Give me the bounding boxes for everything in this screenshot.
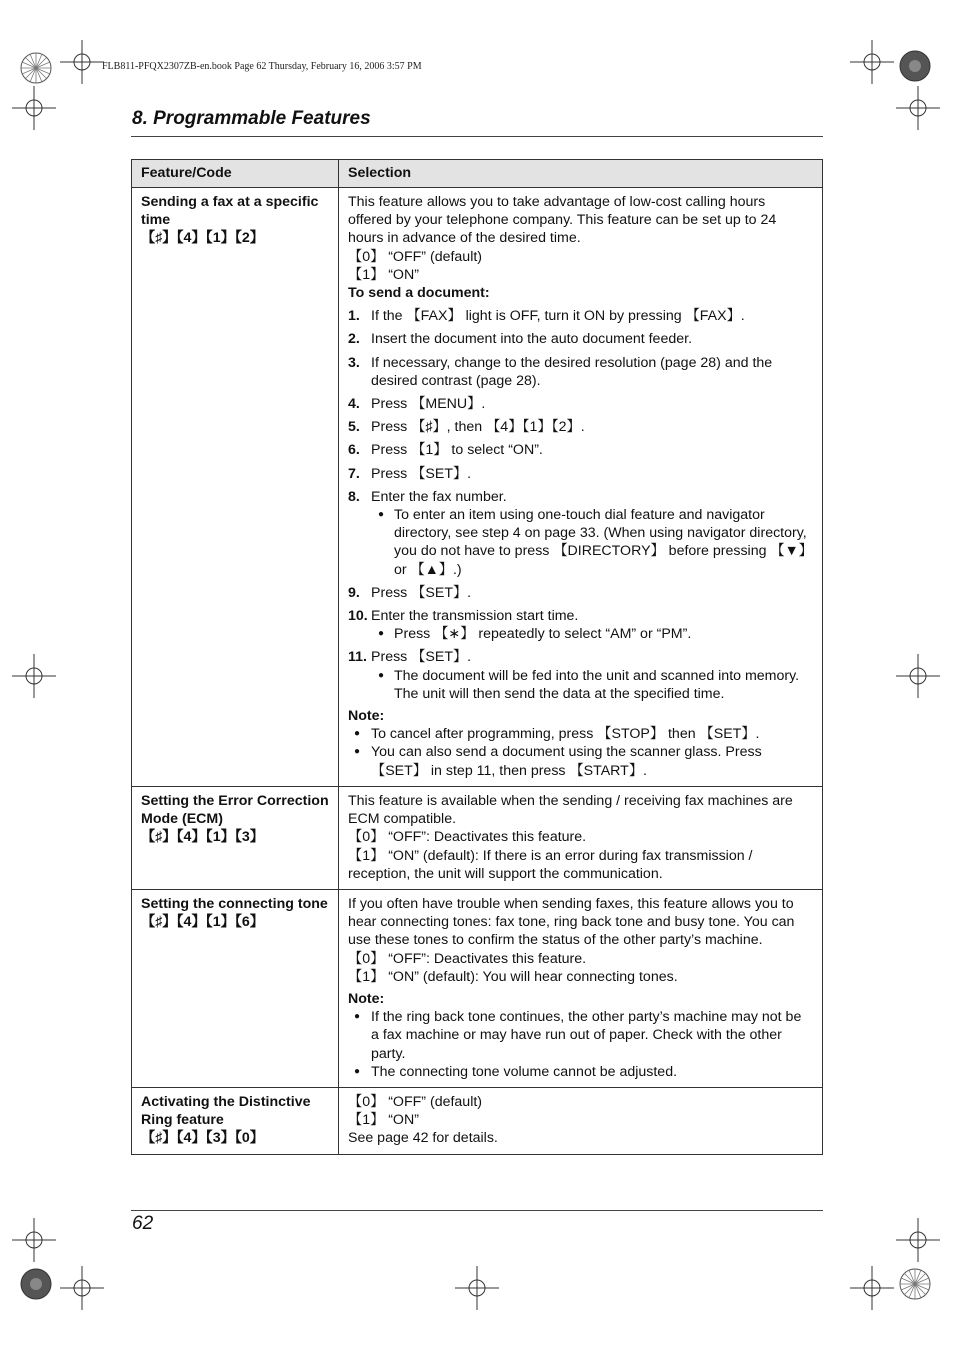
note-item: ● You can also send a document using the scanner glass. Press 【SET】 in step 11, then press 【START】. — [348, 743, 813, 779]
step-item — [348, 488, 813, 579]
table-row — [132, 889, 823, 1087]
step-number: 10. — [348, 608, 368, 625]
step-number: 3. — [348, 354, 360, 371]
crosshair-mark-icon — [896, 1218, 940, 1262]
note-list — [348, 1008, 813, 1081]
feature-cell — [132, 188, 339, 787]
step-sub-list — [371, 625, 813, 643]
details-text: See page 42 for details. — [348, 1130, 498, 1147]
table-row — [132, 188, 823, 787]
step-text: If necessary, change to the desired resolution (page 28) and the desired contrast (page 28). — [371, 354, 773, 389]
selection-cell — [339, 889, 823, 1087]
crosshair-mark-icon — [60, 40, 104, 84]
step-item — [348, 354, 813, 390]
option-on: 【1】 “ON” — [348, 1112, 419, 1129]
feature-code: 【♯】【4】【1】【2】 — [141, 230, 264, 247]
column-header-feature: Feature/Code — [132, 160, 339, 188]
table-row — [132, 786, 823, 889]
crosshair-mark-icon — [60, 1266, 104, 1310]
step-text: Press 【♯】, then 【4】【1】【2】. — [371, 419, 585, 436]
feature-name: Setting the Error Correction Mode (ECM) — [141, 792, 329, 828]
feature-code: 【♯】【4】【1】【3】 — [141, 829, 264, 846]
registration-mark-icon — [14, 1262, 58, 1306]
step-text: Press 【1】 to select “ON”. — [371, 442, 543, 459]
option-off: 【0】 “OFF” (default) — [348, 248, 483, 265]
step-sub-item: ● The document will be fed into the unit and scanned into memory. The unit will then send the data at the specified time. — [371, 667, 813, 703]
feature-code: 【♯】【4】【3】【0】 — [141, 1130, 264, 1147]
page-number: 62 — [132, 1213, 154, 1234]
note-list — [348, 725, 813, 780]
option-off: 【0】 “OFF” (default) — [348, 1093, 483, 1110]
footer-rule — [131, 1210, 823, 1211]
step-item — [348, 465, 813, 483]
feature-intro: This feature is available when the sending / receiving fax machines are ECM compatible. — [348, 792, 793, 828]
crosshair-mark-icon — [850, 1266, 894, 1310]
table-row — [132, 1087, 823, 1154]
step-item — [348, 584, 813, 602]
step-text: Insert the document into the auto document feeder. — [371, 331, 693, 348]
note-item: ● If the ring back tone continues, the other party’s machine may not be a fax machine or may have run out of paper. Check with the other party. — [348, 1008, 813, 1063]
feature-name: Setting the connecting tone — [141, 895, 328, 912]
selection-cell — [339, 1087, 823, 1154]
crosshair-mark-icon — [850, 40, 894, 84]
feature-name: Sending a fax at a specific time — [141, 194, 319, 229]
step-number: 7. — [348, 465, 360, 482]
step-number: 4. — [348, 396, 360, 413]
step-text: If the 【FAX】 light is OFF, turn it ON by pressing 【FAX】. — [371, 308, 745, 325]
section-title: 8. Programmable Features — [132, 108, 371, 129]
step-item — [348, 648, 813, 703]
crosshair-mark-icon — [455, 1266, 499, 1310]
step-sub-list — [371, 667, 813, 703]
step-number: 2. — [348, 331, 360, 348]
step-item — [348, 607, 813, 643]
option-on: 【1】 “ON” (default): You will hear connecting tones. — [348, 968, 678, 985]
feature-name: Activating the Distinctive Ring feature — [141, 1093, 311, 1129]
step-number: 8. — [348, 488, 360, 505]
registration-mark-icon — [893, 44, 937, 88]
send-heading: To send a document: — [348, 285, 490, 302]
option-off: 【0】 “OFF”: Deactivates this feature. — [348, 950, 587, 967]
step-text: Press 【SET】. — [371, 584, 472, 601]
step-sub-item: ● Press 【∗】 repeatedly to select “AM” or “PM”. — [371, 625, 813, 643]
step-text: Enter the fax number. — [371, 488, 507, 505]
crosshair-mark-icon — [896, 86, 940, 130]
selection-cell — [339, 188, 823, 787]
option-on: 【1】 “ON” — [348, 266, 419, 283]
feature-intro: If you often have trouble when sending faxes, this feature allows you to hear connecting tones: fax tone, ring back tone and busy tone. You can use these tones to confirm the status of the other party’s machine. — [348, 895, 795, 949]
step-text: Press 【MENU】. — [371, 396, 486, 413]
note-item: ● To cancel after programming, press 【STOP】 then 【SET】. — [348, 725, 813, 743]
option-on: 【1】 “ON” (default): If there is an error during fax transmission / reception, the unit will support the communication. — [348, 847, 753, 882]
step-text: Enter the transmission start time. — [371, 608, 579, 625]
feature-table — [131, 159, 823, 1155]
crosshair-mark-icon — [12, 654, 56, 698]
note-heading: Note: — [348, 708, 385, 725]
note-heading: Note: — [348, 990, 385, 1007]
step-number: 5. — [348, 419, 360, 436]
step-list — [348, 307, 813, 703]
print-header-line: FLB811-PFQX2307ZB-en.book Page 62 Thursday, February 16, 2006 3:57 PM — [102, 61, 422, 72]
feature-cell — [132, 889, 339, 1087]
step-item — [348, 441, 813, 459]
step-sub-item: ● To enter an item using one-touch dial feature and navigator directory, see step 4 on page 33. (When using navigator directory, you do not have to press 【DIRECTORY】 before pressing 【▼】 or 【▲】.) — [371, 506, 813, 579]
step-number: 9. — [348, 584, 360, 601]
step-number: 11. — [348, 649, 367, 666]
feature-cell — [132, 1087, 339, 1154]
crosshair-mark-icon — [12, 86, 56, 130]
registration-mark-icon — [893, 1262, 937, 1306]
step-number: 6. — [348, 442, 360, 459]
table-header-row — [132, 160, 823, 188]
registration-mark-icon — [14, 46, 58, 90]
step-item — [348, 330, 813, 348]
feature-intro: This feature allows you to take advantage of low-cost calling hours offered by your telephone company. This feature can be set up to 24 hours in advance of the desired time. — [348, 194, 777, 247]
feature-cell — [132, 786, 339, 889]
step-sub-list — [371, 506, 813, 579]
option-off: 【0】 “OFF”: Deactivates this feature. — [348, 829, 587, 846]
crosshair-mark-icon — [896, 654, 940, 698]
step-text: Press 【SET】. — [371, 649, 472, 666]
step-text: Press 【SET】. — [371, 465, 472, 482]
step-item — [348, 395, 813, 413]
step-item — [348, 307, 813, 325]
step-number: 1. — [348, 308, 360, 325]
crosshair-mark-icon — [12, 1218, 56, 1262]
step-item — [348, 418, 813, 436]
column-header-selection: Selection — [339, 160, 823, 188]
selection-cell — [339, 786, 823, 889]
note-item: ● The connecting tone volume cannot be adjusted. — [348, 1063, 813, 1081]
title-rule — [131, 136, 823, 137]
feature-code: 【♯】【4】【1】【6】 — [141, 914, 264, 931]
